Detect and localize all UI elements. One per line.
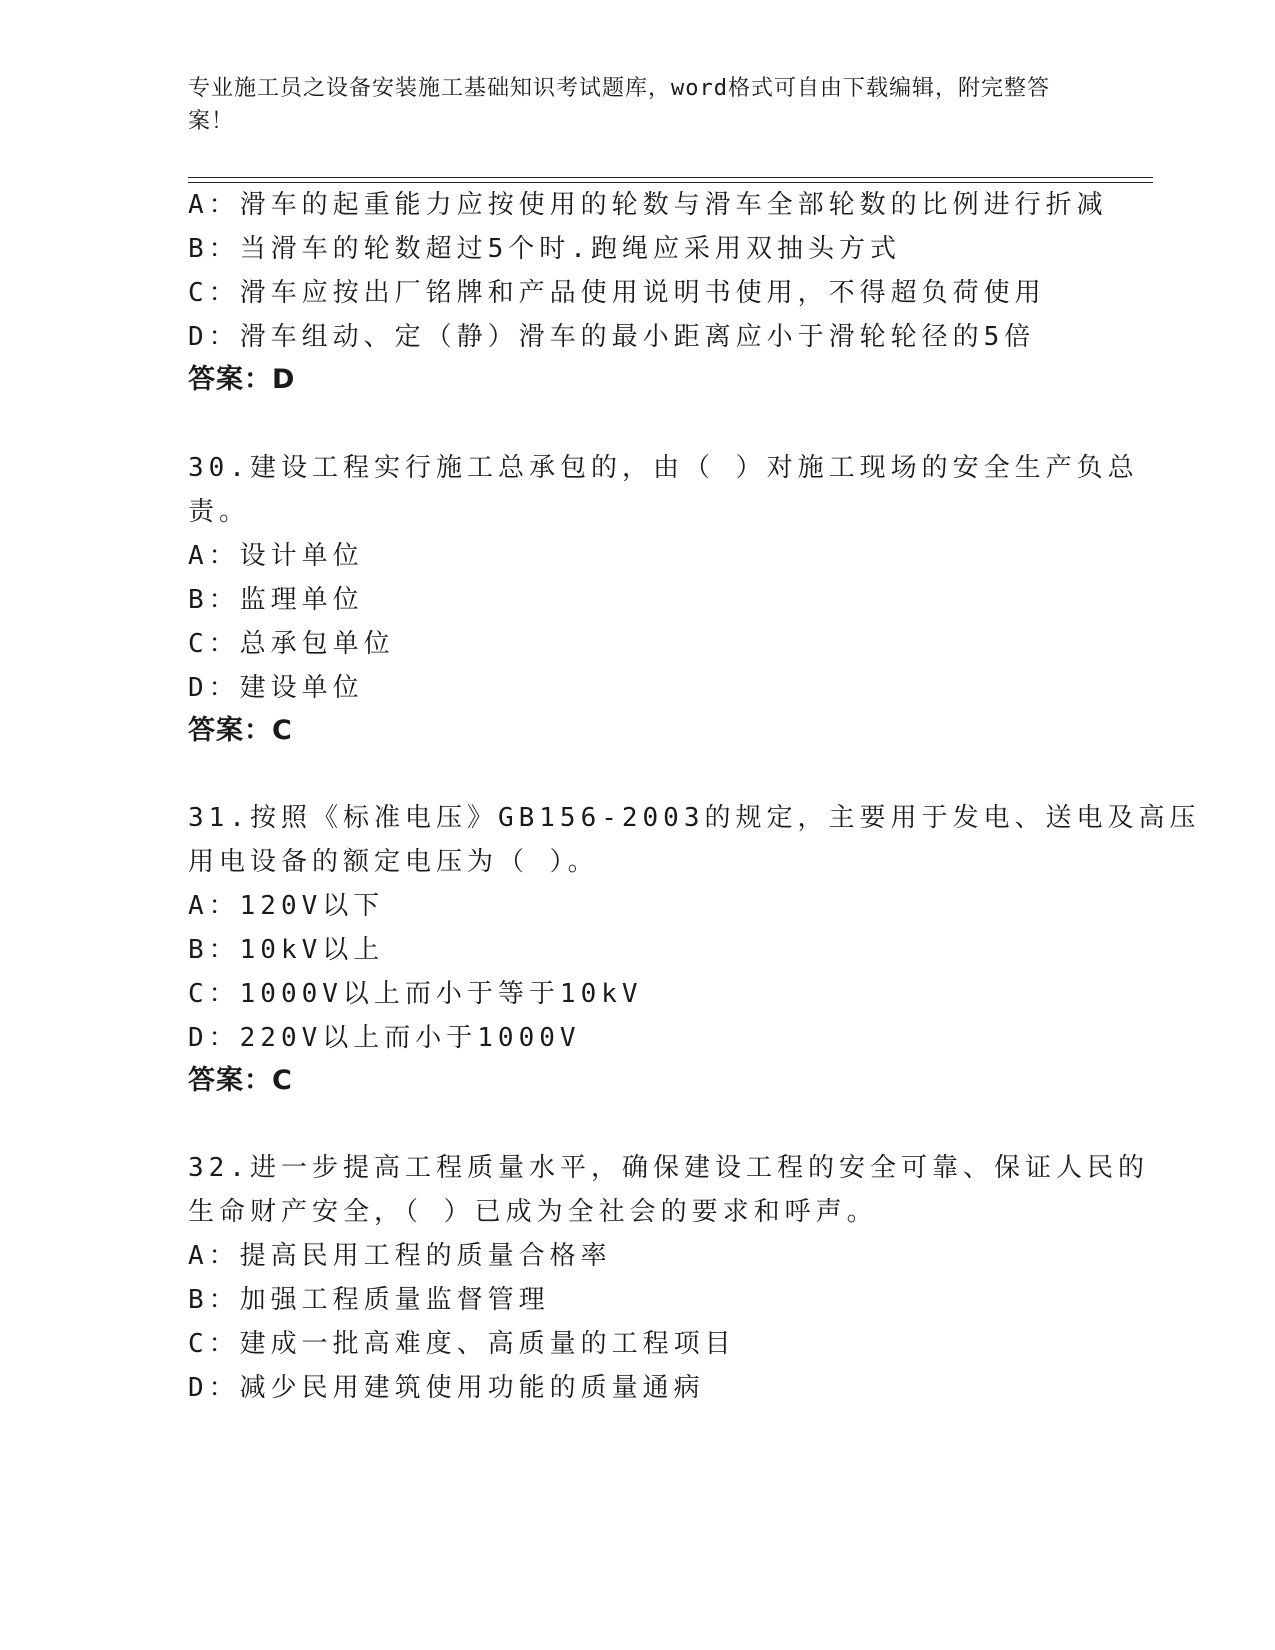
q30-stem-line1: 30.建设工程实行施工总承包的，由（ ）对施工现场的安全生产负总	[188, 453, 1139, 483]
q29-option-c: C：滑车应按出厂铭牌和产品使用说明书使用，不得超负荷使用	[188, 278, 1046, 308]
q31-option-a: A：120V以下	[188, 891, 385, 921]
q32-stem-line2: 生命财产安全，（ ）已成为全社会的要求和呼声。	[188, 1197, 878, 1227]
q31-stem-line2: 用电设备的额定电压为（ ）。	[188, 847, 599, 877]
q29-option-d: D：滑车组动、定（静）滑车的最小距离应小于滑轮轮径的5倍	[188, 322, 1036, 352]
q32-option-a: A：提高民用工程的质量合格率	[188, 1241, 612, 1271]
q30-option-d: D：建设单位	[188, 673, 364, 703]
q32-option-b: B：加强工程质量监督管理	[188, 1285, 550, 1315]
header-divider-top	[188, 177, 1153, 178]
q30-option-c: C：总承包单位	[188, 629, 395, 659]
document-header: 专业施工员之设备安装施工基础知识考试题库，word格式可自由下载编辑，附完整答案！	[188, 76, 1050, 134]
q29-answer: 答案：D	[188, 364, 296, 395]
q30-option-b: B：监理单位	[188, 585, 364, 615]
q30-stem-line2: 责。	[188, 497, 251, 527]
header-divider-bottom	[188, 182, 1153, 183]
q32-option-d: D：减少民用建筑使用功能的质量通病	[188, 1373, 705, 1403]
q32-option-c: C：建成一批高难度、高质量的工程项目	[188, 1329, 736, 1359]
q31-option-d: D：220V以上而小于1000V	[188, 1023, 581, 1053]
q31-answer: 答案：C	[188, 1065, 293, 1096]
q29-option-a: A：滑车的起重能力应按使用的轮数与滑车全部轮数的比例进行折减	[188, 190, 1108, 220]
q30-option-a: A：设计单位	[188, 541, 364, 571]
q30-answer: 答案：C	[188, 715, 293, 746]
q29-option-b: B：当滑车的轮数超过5个时.跑绳应采用双抽头方式	[188, 234, 901, 264]
q31-option-c: C：1000V以上而小于等于10kV	[188, 979, 643, 1009]
q31-option-b: B：10kV以上	[188, 935, 385, 965]
q32-stem-line1: 32.进一步提高工程质量水平，确保建设工程的安全可靠、保证人民的	[188, 1153, 1149, 1183]
q31-stem-line1: 31.按照《标准电压》GB156-2003的规定，主要用于发电、送电及高压	[188, 803, 1201, 833]
